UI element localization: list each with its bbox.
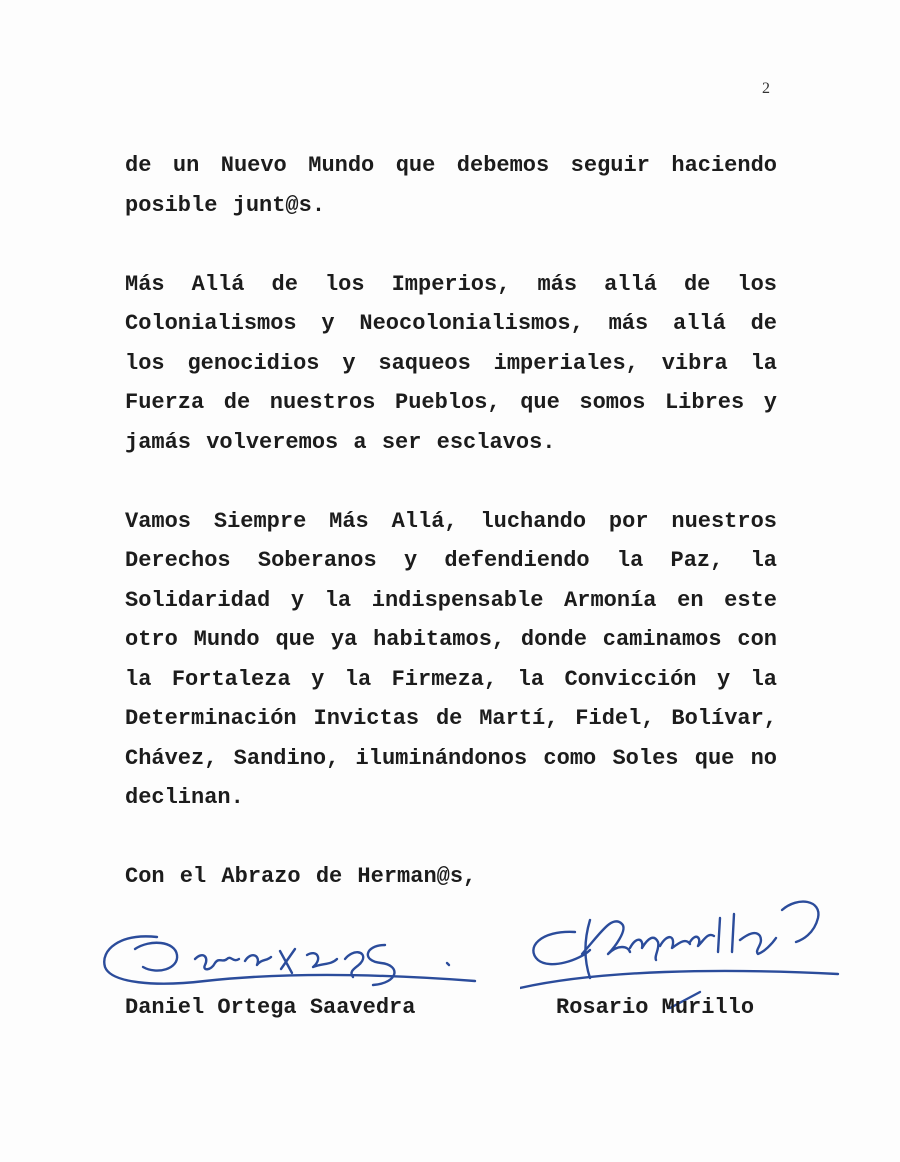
paragraph-1: de un Nuevo Mundo que debemos seguir haciendo posible junt@s.: [125, 153, 777, 218]
paragraph-3: Vamos Siempre Más Allá, luchando por nuestros Derechos Soberanos y defendiendo la Paz, la Solidaridad y la indispensable Armonía en este otro Mundo que ya habitamos, donde caminamos con la Fortaleza y la Firmeza, la Convicción y la Determinación Invictas de Martí, Fidel, Bolívar, Chávez, Sandino, iluminándonos como Soles que no declinan.: [125, 508, 777, 810]
signatory-name-1: Daniel Ortega Saavedra: [125, 995, 416, 1020]
signature-daniel-ortega: [95, 915, 485, 1000]
closing-salutation: Con el Abrazo de Herman@s,: [125, 864, 477, 889]
letter-body: [125, 146, 777, 897]
signatory-name-2: Rosario Murillo: [556, 995, 755, 1020]
paragraph-2: Más Allá de los Imperios, más allá de los Colonialismos y Neocolonialismos, más allá de los genocidios y saqueos imperiales, vibra la Fuerza de nuestros Pueblos, que somos Libres y jamás volveremos a ser esclavos.: [125, 271, 777, 455]
page-number: 2: [762, 80, 770, 97]
